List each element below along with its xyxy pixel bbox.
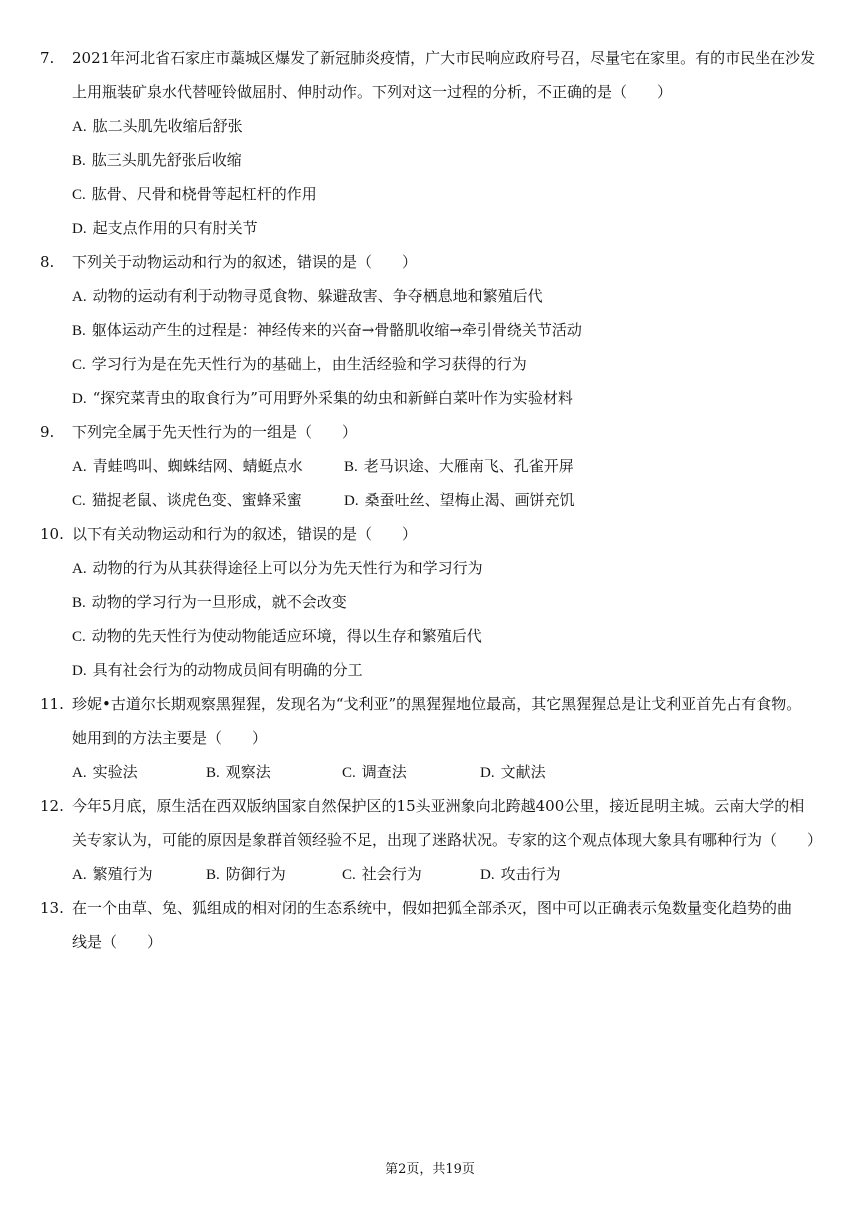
option-text: 动物的学习行为一旦形成，就不会改变 [91, 593, 347, 611]
option-c [342, 762, 407, 783]
option-text: 学习行为是在先天性行为的基础上，由生活经验和学习获得的行为 [91, 355, 527, 373]
option-d [72, 218, 258, 239]
option-label: D. [72, 663, 87, 679]
option-label: B. [206, 765, 220, 781]
option-label: B. [344, 459, 358, 475]
question-stem-line: 她用到的方法主要是（ ） [72, 729, 268, 747]
page-number: 第2页，共19页 [385, 1162, 475, 1177]
question-number: 13. [40, 899, 64, 917]
option-label: D. [72, 221, 87, 237]
option-text: 动物的行为从其获得途径上可以分为先天性行为和学习行为 [92, 559, 483, 577]
option-label: A. [72, 765, 87, 781]
option-text: 攻击行为 [500, 865, 561, 883]
question-stem-line: 2021年河北省石家庄市藁城区爆发了新冠肺炎疫情，广大市民响应政府号召，尽量宅在家里。有的市民坐在沙发 [72, 49, 816, 67]
option-text: 动物的先天性行为使动物能适应环境，得以生存和繁殖后代 [91, 627, 482, 645]
option-text: 猫捉老鼠、谈虎色变、蜜蜂采蜜 [91, 491, 302, 509]
question-stem-line: 以下有关动物运动和行为的叙述，错误的是（ ） [72, 525, 418, 543]
option-label: C. [342, 867, 356, 883]
option-label: B. [72, 595, 86, 611]
option-text: 青蛙鸣叫、蜘蛛结网、蜻蜓点水 [92, 457, 303, 475]
option-c [72, 354, 527, 375]
option-a [72, 456, 303, 477]
question-number: 9. [40, 423, 55, 441]
option-text: 繁殖行为 [92, 865, 153, 883]
option-text: 肱骨、尺骨和桡骨等起杠杆的作用 [91, 185, 317, 203]
question-number: 10. [40, 525, 64, 543]
option-text: 防御行为 [225, 865, 286, 883]
option-text: 实验法 [92, 763, 138, 781]
option-b [344, 456, 574, 477]
option-text: 具有社会行为的动物成员间有明确的分工 [92, 661, 363, 679]
option-text: 躯体运动产生的过程是：神经传来的兴奋→骨骼肌收缩→牵引骨绕关节活动 [91, 321, 582, 339]
question-stem-line: 珍妮•古道尔长期观察黑猩猩，发现名为“戈利亚”的黑猩猩地位最高，其它黑猩猩总是让戈利亚首先占有食物。 [72, 695, 802, 713]
option-label: C. [342, 765, 356, 781]
option-text: 社会行为 [361, 865, 422, 883]
question-stem-line: 在一个由草、兔、狐组成的相对闭的生态系统中，假如把狐全部杀灭，图中可以正确表示兔数量变化趋势的曲 [72, 899, 793, 917]
option-label: A. [72, 561, 87, 577]
option-a [72, 558, 483, 579]
option-a [72, 864, 153, 885]
option-label: B. [72, 153, 86, 169]
option-label: A. [72, 289, 87, 305]
question-stem-line: 下列完全属于先天性行为的一组是（ ） [72, 423, 358, 441]
option-b [206, 762, 271, 783]
question-number: 12. [40, 797, 64, 815]
question-stem-line: 今年5月底，原生活在西双版纳国家自然保护区的15头亚洲象向北跨越400公里，接近昆明主城。云南大学的相 [72, 797, 805, 815]
option-text: 起支点作用的只有肘关节 [92, 219, 258, 237]
question-stem-line: 线是（ ） [72, 933, 163, 951]
option-text: “探究菜青虫的取食行为”可用野外采集的幼虫和新鲜白菜叶作为实验材料 [92, 389, 573, 407]
option-text: 肱三头肌先舒张后收缩 [91, 151, 242, 169]
question-stem-line: 上用瓶装矿泉水代替哑铃做屈肘、伸肘动作。下列对这一过程的分析，不正确的是（ ） [72, 83, 673, 101]
option-label: B. [72, 323, 86, 339]
question-stem-line: 下列关于动物运动和行为的叙述，错误的是（ ） [72, 253, 418, 271]
option-c [72, 184, 317, 205]
option-b [72, 150, 242, 171]
question-number: 11. [40, 695, 64, 713]
option-label: A. [72, 119, 87, 135]
option-c [72, 490, 302, 511]
option-text: 肱二头肌先收缩后舒张 [92, 117, 243, 135]
option-a [72, 286, 543, 307]
option-a [72, 116, 243, 137]
option-label: A. [72, 459, 87, 475]
option-label: C. [72, 187, 86, 203]
option-label: D. [480, 765, 495, 781]
option-c [342, 864, 422, 885]
option-label: B. [206, 867, 220, 883]
option-text: 动物的运动有利于动物寻觅食物、躲避敌害、争夺栖息地和繁殖后代 [92, 287, 543, 305]
option-label: C. [72, 357, 86, 373]
option-text: 文献法 [500, 763, 546, 781]
option-d [72, 660, 363, 681]
option-a [72, 762, 138, 783]
option-label: C. [72, 493, 86, 509]
option-b [206, 864, 286, 885]
option-text: 观察法 [225, 763, 271, 781]
option-b [72, 320, 582, 341]
option-label: D. [480, 867, 495, 883]
question-stem-line: 关专家认为，可能的原因是象群首领经验不足，出现了迷路状况。专家的这个观点体现大象具有哪种行为（ ） [72, 831, 823, 849]
option-label: A. [72, 867, 87, 883]
option-label: C. [72, 629, 86, 645]
option-text: 调查法 [361, 763, 407, 781]
question-number: 8. [40, 253, 55, 271]
option-d [344, 490, 575, 511]
option-d [480, 864, 561, 885]
option-text: 老马识途、大雁南飞、孔雀开屏 [363, 457, 574, 475]
option-d [72, 388, 573, 409]
option-b [72, 592, 347, 613]
option-d [480, 762, 546, 783]
question-number: 7. [40, 49, 55, 67]
option-label: D. [72, 391, 87, 407]
option-text: 桑蚕吐丝、望梅止渴、画饼充饥 [364, 491, 575, 509]
option-label: D. [344, 493, 359, 509]
option-c [72, 626, 482, 647]
